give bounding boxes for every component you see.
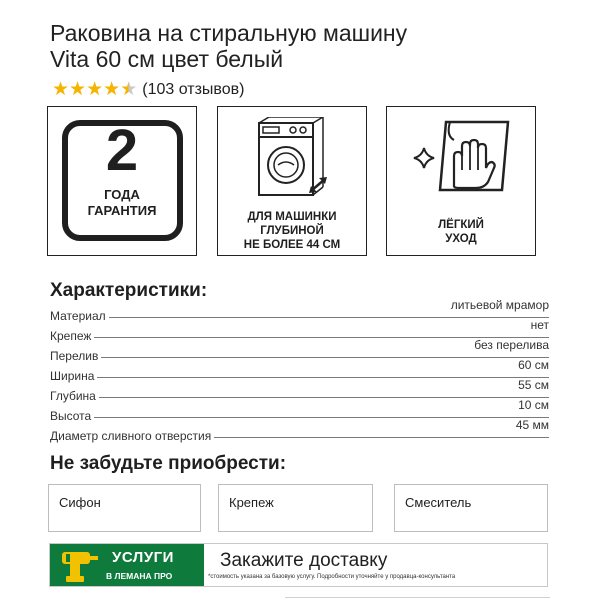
- divider: [285, 597, 550, 598]
- sparkle-icon: [414, 148, 434, 168]
- washing-machine-icon: [255, 117, 331, 199]
- star-half-icon: ★: [120, 79, 138, 100]
- glove-icon: [410, 118, 514, 198]
- spec-row: [50, 318, 549, 343]
- rating[interactable]: [52, 80, 244, 100]
- spec-value: 55 см: [518, 378, 549, 392]
- spec-name: Диаметр сливного отверстия: [50, 429, 214, 443]
- warranty-text: [48, 187, 196, 219]
- drill-icon: [56, 548, 100, 584]
- services-title: УСЛУГИ: [112, 549, 174, 566]
- accessory-label: Смеситель: [405, 495, 472, 510]
- machine-line3: НЕ БОЛЕЕ 44 СМ: [243, 239, 341, 251]
- banner-footnote: *стоимость указана за базовую услугу. Подробности уточняйте у продавца-консультанта: [208, 574, 456, 580]
- reviews-count[interactable]: (103 отзывов): [142, 81, 245, 98]
- spec-value: литьевой мрамор: [450, 298, 549, 312]
- spec-value: 45 мм: [515, 418, 549, 432]
- machine-line2: ГЛУБИНОЙ: [260, 225, 324, 237]
- spec-row: [50, 298, 549, 323]
- accessory-label: Сифон: [59, 495, 101, 510]
- spec-row: [50, 338, 549, 363]
- machine-line1: ДЛЯ МАШИНКИ: [247, 211, 337, 223]
- machine-depth-text: [218, 210, 366, 252]
- care-line2: УХОД: [445, 233, 477, 245]
- accessory-card-mixer[interactable]: [394, 484, 548, 532]
- easy-care-badge: [386, 106, 536, 256]
- spec-value: 10 см: [518, 398, 549, 412]
- star-icon: ★: [69, 79, 87, 100]
- accessory-card-siphon[interactable]: [48, 484, 201, 532]
- warranty-line1: ГОДА: [104, 187, 140, 202]
- star-icon: ★: [86, 79, 104, 100]
- product-title: [50, 20, 570, 72]
- product-title-line1: Раковина на стиральную машину: [50, 20, 408, 46]
- easy-care-text: [387, 218, 535, 246]
- warranty-number: 2: [105, 118, 139, 183]
- spec-name: Материал: [50, 309, 109, 323]
- spec-name: Перелив: [50, 349, 101, 363]
- spec-value: нет: [530, 318, 549, 332]
- star-icon: ★: [103, 79, 121, 100]
- spec-row: [50, 398, 549, 423]
- warranty-line2: ГАРАНТИЯ: [87, 203, 157, 218]
- accessory-label: Крепеж: [229, 495, 274, 510]
- rating-stars: [52, 80, 137, 100]
- star-icon: ★: [52, 79, 70, 100]
- accessory-card-fastener[interactable]: [218, 484, 373, 532]
- spec-row: [50, 418, 549, 443]
- spec-name: Высота: [50, 409, 94, 423]
- services-subtitle: В ЛЕМАНА ПРО: [106, 571, 173, 581]
- spec-row: [50, 358, 549, 383]
- care-line1: ЛЁГКИЙ: [438, 219, 484, 231]
- spec-name: Глубина: [50, 389, 99, 403]
- product-title-line2: Vita 60 см цвет белый: [50, 46, 284, 72]
- spec-value: 60 см: [518, 358, 549, 372]
- spec-name: Крепеж: [50, 329, 94, 343]
- services-banner[interactable]: [49, 543, 548, 587]
- spec-row: [50, 378, 549, 403]
- warranty-badge: [47, 106, 197, 256]
- accessories-heading: Не забудьте приобрести:: [50, 453, 287, 474]
- spec-value: без перелива: [474, 338, 549, 352]
- services-logo-block: [50, 544, 204, 586]
- order-delivery-link[interactable]: Закажите доставку: [220, 550, 388, 571]
- machine-depth-badge: [217, 106, 367, 256]
- specs-heading: Характеристики:: [50, 280, 208, 301]
- spec-name: Ширина: [50, 369, 97, 383]
